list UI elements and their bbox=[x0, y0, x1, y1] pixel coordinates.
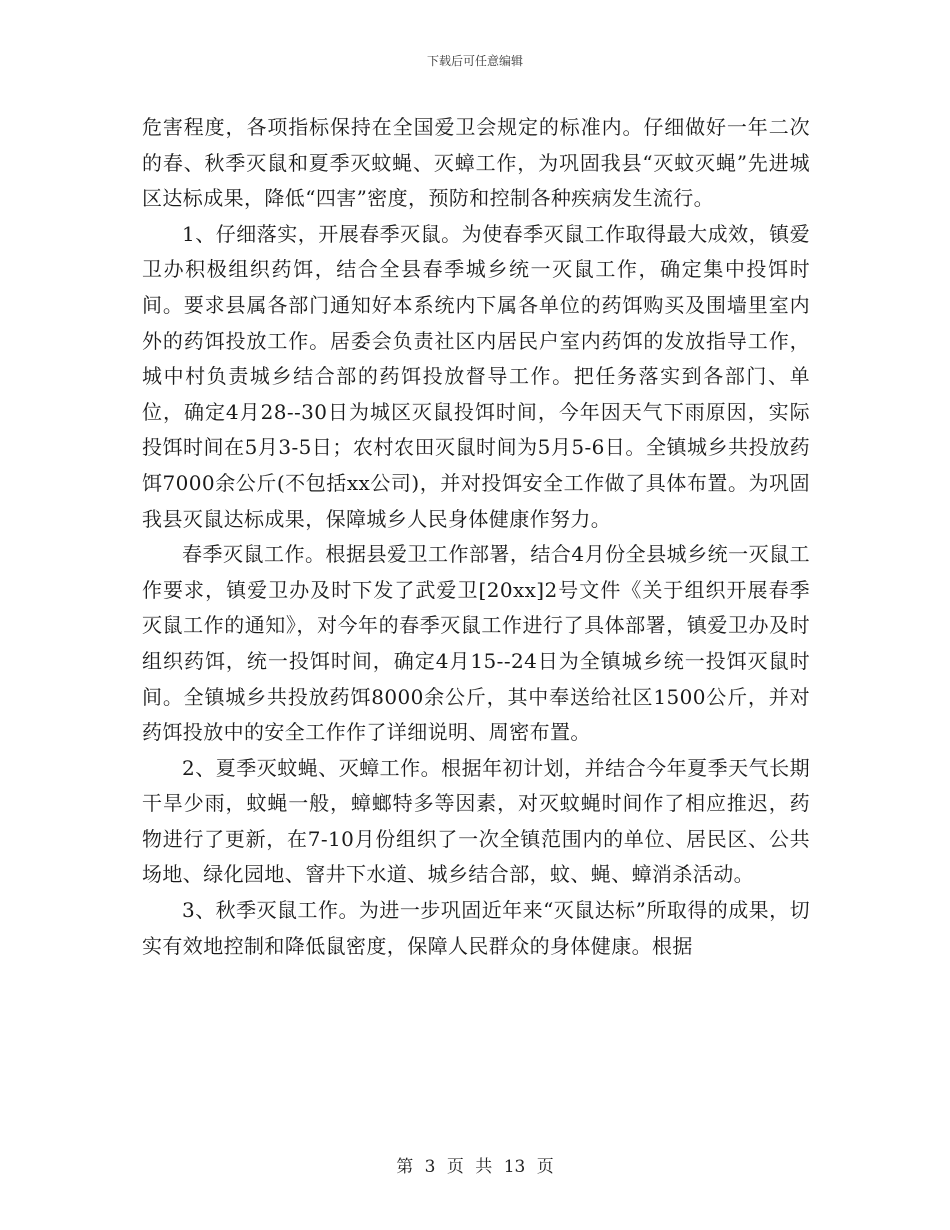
paragraph: 2、夏季灭蚊蝇、灭蟑工作。根据年初计划，并结合今年夏季天气长期干旱少雨，蚊蝇一般，蟑螂特多等因素，对灭蚊蝇时间作了相应推迟，药物进行了更新，在7-10月份组织了一次全镇范围内的单位、居民区、公共场地、绿化园地、窨井下水道、城乡结合部，蚊、蝇、蟑消杀活动。 bbox=[142, 755, 810, 887]
document-body bbox=[142, 110, 810, 964]
paragraph: 危害程度，各项指标保持在全国爱卫会规定的标准内。仔细做好一年二次的春、秋季灭鼠和夏季灭蚊蝇、灭蟑工作，为巩固我县“灭蚊灭蝇”先进城区达标成果，降低“四害”密度，预防和控制各种疾病发生流行。 bbox=[142, 115, 810, 211]
paragraph: 春季灭鼠工作。根据县爱卫工作部署，结合4月份全县城乡统一灭鼠工作要求，镇爱卫办及时下发了武爱卫[20xx]2号文件《关于组织开展春季灭鼠工作的通知》，对今年的春季灭鼠工作进行了具体部署，镇爱卫办及时组织药饵，统一投饵时间，确定4月15--24日为全镇城乡统一投饵灭鼠时间。全镇城乡共投放药饵8000余公斤，其中奉送给社区1500公斤，并对药饵投放中的安全工作作了详细说明、周密布置。 bbox=[142, 542, 810, 745]
page-header-note: 下载后可任意编辑 bbox=[426, 54, 523, 68]
paragraph: 3、秋季灭鼠工作。为进一步巩固近年来“灭鼠达标”所取得的成果，切实有效地控制和降低鼠密度，保障人民群众的身体健康。根据 bbox=[142, 898, 810, 958]
paragraph: 1、仔细落实，开展春季灭鼠。为使春季灭鼠工作取得最大成效，镇爱卫办积极组织药饵，结合全县春季城乡统一灭鼠工作，确定集中投饵时间。要求县属各部门通知好本系统内下属各单位的药饵购买及围墙里室内外的药饵投放工作。居委会负责社区内居民户室内药饵的发放指导工作，城中村负责城乡结合部的药饵投放督导工作。把任务落实到各部门、单位，确定4月28--30日为城区灭鼠投饵时间，今年因天气下雨原因，实际投饵时间在5月3-5日；农村农田灭鼠时间为5月5-6日。全镇城乡共投放药饵7000余公斤(不包括xx公司)，并对投饵安全工作做了具体布置。为巩固我县灭鼠达标成果，保障城乡人民身体健康作努力。 bbox=[142, 221, 810, 531]
page-number-footer: 第 3 页 共 13 页 bbox=[396, 1157, 554, 1177]
